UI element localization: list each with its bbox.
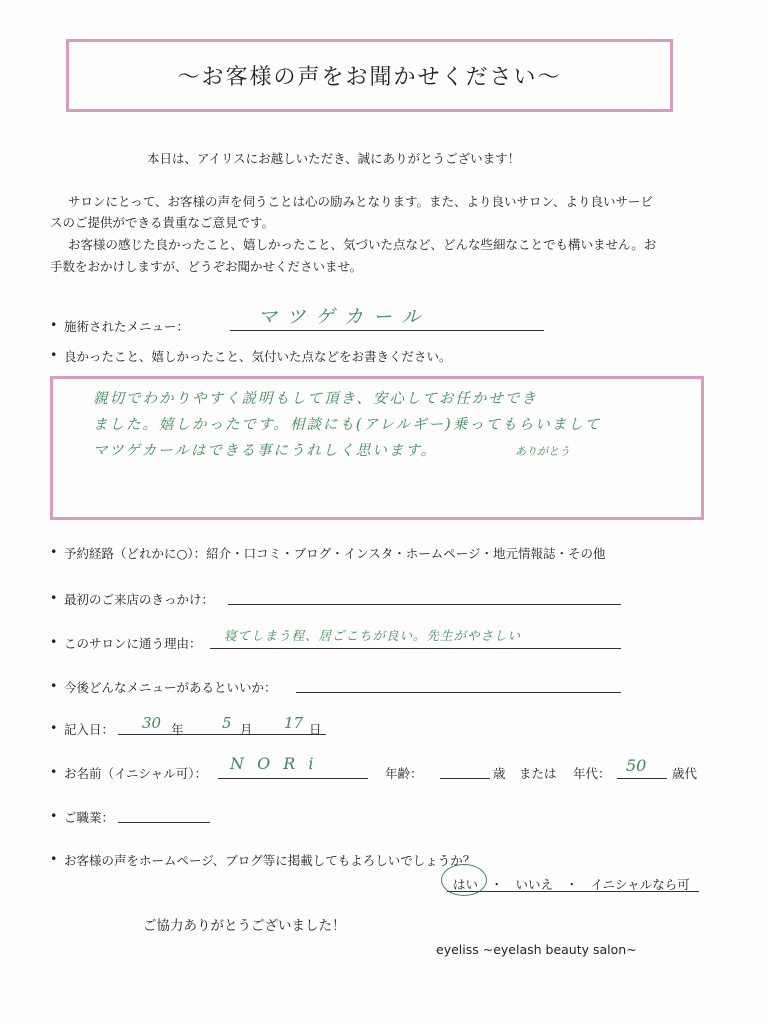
next-menu-label: 今後どんなメニューがあるといいか： [64, 680, 277, 695]
occupation-line [118, 822, 210, 823]
generation-unit: 歳代 [672, 766, 698, 781]
intro-p2-line1: お客様の感じた良かったこと、嬉しかったこと、気づいた点など、どんな些細なことでも構いません。お [68, 237, 657, 252]
reason-label: このサロンに通う理由： [64, 636, 202, 651]
bullet: • [50, 544, 58, 559]
next-menu-line [296, 692, 621, 693]
bullet: • [50, 808, 58, 823]
generation-line [617, 778, 667, 779]
bullet: • [50, 634, 58, 649]
date-day-unit: 日 [309, 722, 322, 737]
name-line [218, 778, 368, 779]
thanks-message: ご協力ありがとうございました！ [143, 918, 346, 934]
salon-name: eyeliss ~eyelash beauty salon~ [436, 942, 637, 957]
comments-label: 良かったこと、嬉しかったこと、気付いた点などをお書きください。 [64, 349, 452, 364]
reason-answer: 寝てしまう程、居ごこちが良い。先生がやさしい [224, 628, 522, 643]
bullet: • [50, 347, 58, 362]
consent-options: はい ・ いいえ ・ イニシャルなら可 [453, 877, 690, 892]
bullet: • [50, 590, 58, 605]
bullet: • [50, 764, 58, 779]
generation-label: 年代： [573, 766, 611, 781]
consent-line [447, 891, 699, 892]
bullet: • [50, 317, 58, 332]
first-visit-label: 最初のご来店のきっかけ： [64, 592, 215, 607]
menu-answer-line [230, 330, 544, 331]
page-title: ～お客様の声をお聞かせください～ [177, 65, 562, 90]
or-label: または [519, 766, 557, 781]
comment-box [50, 376, 704, 520]
bullet: • [50, 678, 58, 693]
date-label: 記入日： [64, 722, 115, 737]
date-line [118, 734, 326, 735]
name-answer: N O R i [230, 754, 318, 773]
generation-answer: 50 [626, 756, 647, 775]
comment-line-2: ました。嬉しかったです。相談にも(アレルギー)乗ってもらいまして [93, 417, 602, 433]
date-month: 5 [222, 714, 232, 732]
name-label: お名前（イニシャル可）： [64, 766, 208, 781]
reason-line [210, 648, 621, 649]
age-label: 年齢： [385, 766, 423, 781]
occupation-label: ご職業： [64, 810, 115, 825]
intro-p2-line2: 手数をおかけしますが、どうぞお聞かせくださいませ。 [50, 259, 363, 274]
menu-answer: マツゲカール [258, 306, 431, 328]
intro-p1-line2: スのご提供ができる貴重なご意見です。 [50, 215, 275, 230]
first-visit-line [228, 604, 621, 605]
date-day: 17 [284, 714, 304, 732]
bullet: • [50, 720, 58, 735]
age-unit: 歳 [493, 766, 506, 781]
age-line [440, 778, 490, 779]
comment-thanks: ありがとう [515, 445, 570, 458]
intro-p1-line1: サロンにとって、お客様の声を伺うことは心の励みとなります。また、より良いサロン、より良いサービ [68, 194, 654, 209]
greeting: 本日は、アイリスにお越しいただき、誠にありがとうございます！ [147, 151, 521, 166]
date-year: 30 [142, 714, 162, 732]
consent-label: お客様の声をホームページ、ブログ等に掲載してもよろしいでしょうか？ [64, 853, 476, 868]
title-box [66, 39, 673, 112]
date-year-unit: 年 [171, 722, 184, 737]
bullet: • [50, 851, 58, 866]
date-month-unit: 月 [240, 722, 253, 737]
reservation-label: 予約経路（どれかに○）：紹介・口コミ・ブログ・インスタ・ホームページ・地元情報誌・その他 [64, 546, 606, 561]
menu-label: 施術されたメニュー： [64, 319, 190, 334]
comment-line-1: 親切でわかりやすく説明もして頂き、安心してお任かせでき [93, 391, 538, 407]
comment-line-3: マツゲカールはできる事にうれしく思います。 [93, 443, 438, 459]
